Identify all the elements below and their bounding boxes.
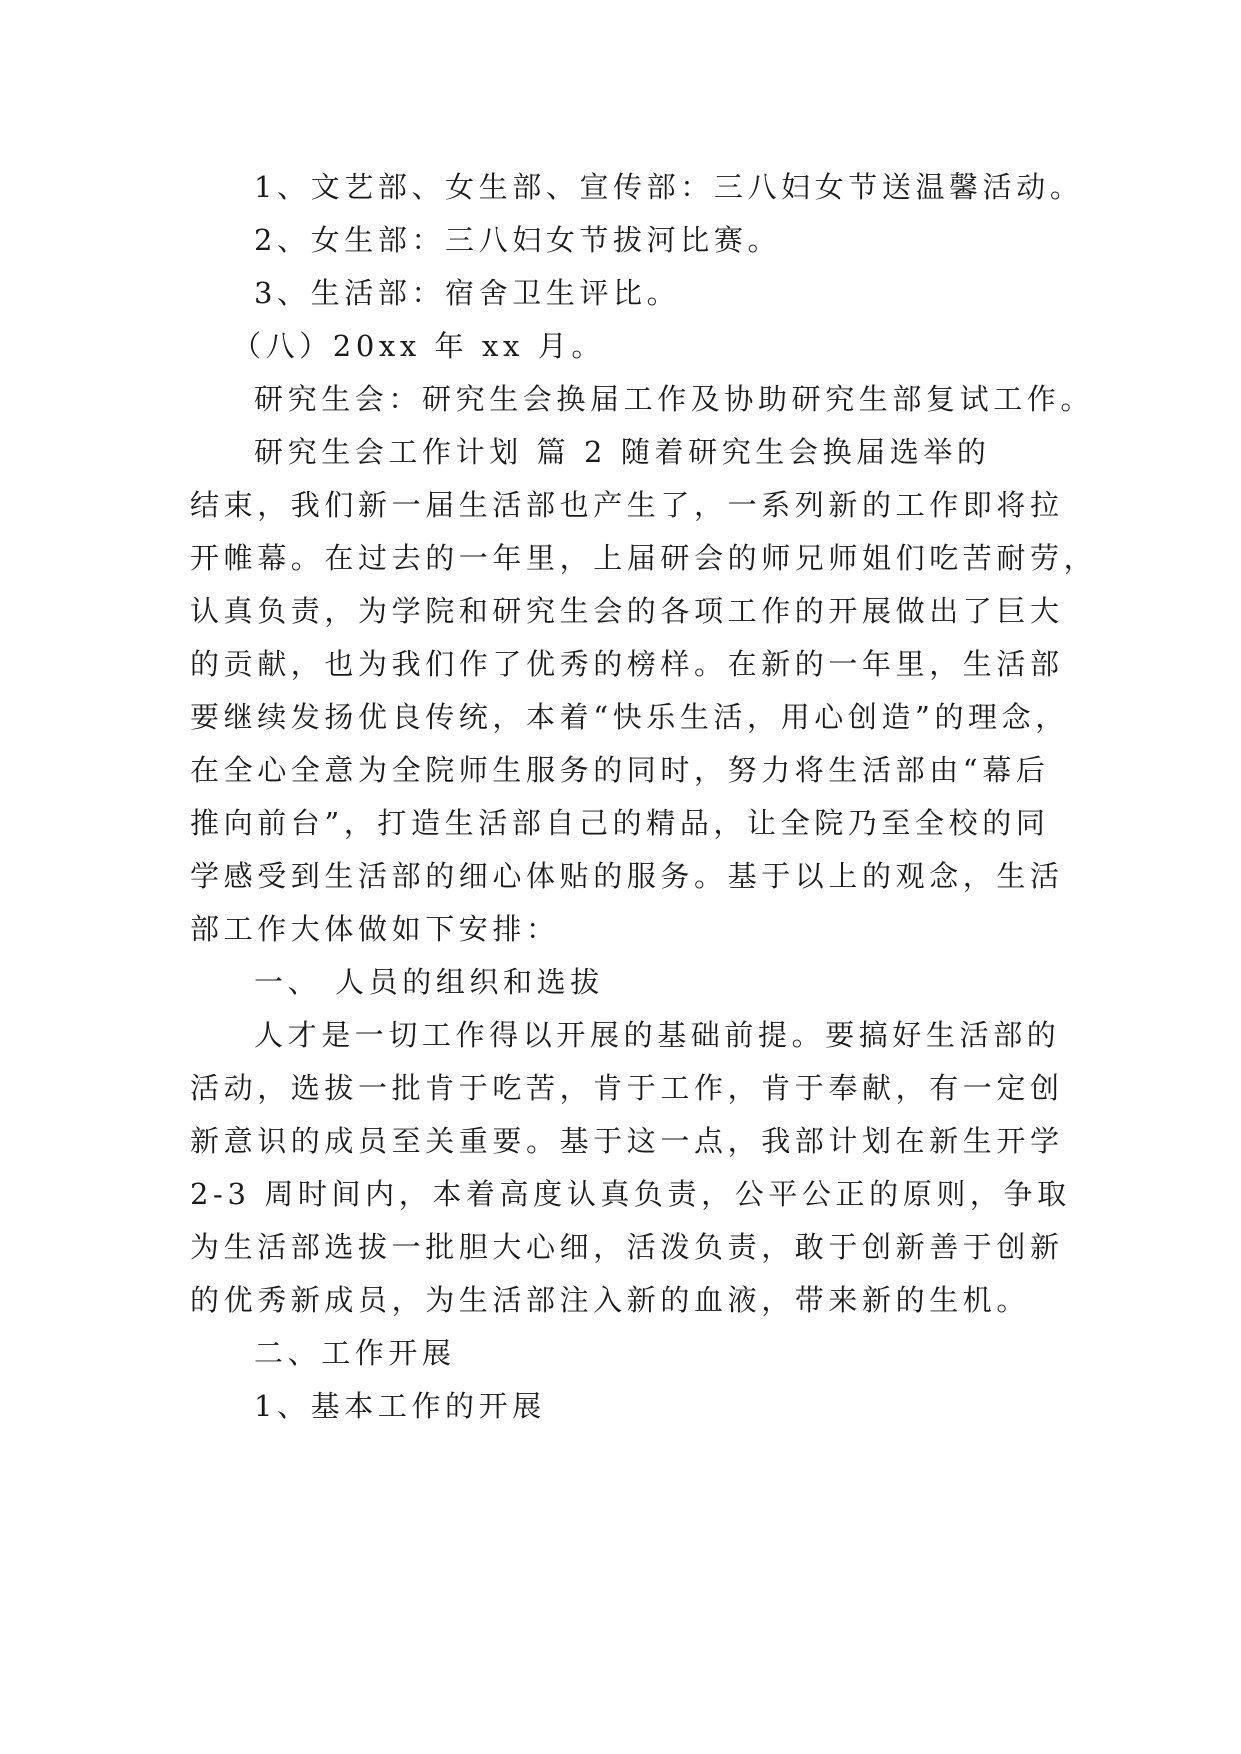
text-line: 3、生活部：宿舍卫生评比。 bbox=[254, 276, 681, 310]
text-line: 认真负责，为学院和研究生会的各项工作的开展做出了巨大 bbox=[190, 594, 1064, 628]
text-line: 要继续发扬优良传统，本着“快乐生活，用心创造”的理念， bbox=[190, 700, 1069, 734]
text-line: 的优秀新成员，为生活部注入新的血液，带来新的生机。 bbox=[190, 1283, 1031, 1317]
text-line: 部工作大体做如下安排： bbox=[190, 912, 560, 946]
text-line: 活动，选拔一批肯于吃苦，肯于工作，肯于奉献，有一定创 bbox=[190, 1071, 1064, 1105]
section-heading: 一、 人员的组织和选拔 bbox=[254, 965, 604, 999]
text-line: 2、女生部：三八妇女节拔河比赛。 bbox=[254, 223, 782, 257]
section-heading: （八）20xx 年 xx 月。 bbox=[232, 329, 605, 363]
text-line: 人才是一切工作得以开展的基础前提。要搞好生活部的 bbox=[254, 1018, 1061, 1052]
text-line: 在全心全意为全院师生服务的同时，努力将生活部由“幕后 bbox=[190, 753, 1050, 787]
text-line: 新意识的成员至关重要。基于这一点，我部计划在新生开学 bbox=[190, 1124, 1064, 1158]
text-line: 推向前台”，打造生活部自己的精品，让全院乃至全校的同 bbox=[190, 806, 1050, 840]
section-title: 研究生会工作计划 篇 2 随着研究生会换届选举的 bbox=[254, 435, 991, 469]
text-line: 的贡献，也为我们作了优秀的榜样。在新的一年里，生活部 bbox=[190, 647, 1064, 681]
text-line: 为生活部选拔一批胆大心细，活泼负责，敢于创新善于创新 bbox=[190, 1230, 1064, 1264]
text-line: 2-3 周时间内，本着高度认真负责，公平公正的原则，争取 bbox=[190, 1177, 1071, 1211]
text-line: 结束，我们新一届生活部也产生了，一系列新的工作即将拉 bbox=[190, 488, 1064, 522]
text-line: 研究生会：研究生会换届工作及协助研究生部复试工作。 bbox=[254, 382, 1095, 416]
text-line: 1、文艺部、女生部、宣传部：三八妇女节送温馨活动。 bbox=[254, 170, 1084, 204]
text-line: 学感受到生活部的细心体贴的服务。基于以上的观念，生活 bbox=[190, 859, 1064, 893]
text-line: 开帷幕。在过去的一年里，上届研会的师兄师姐们吃苦耐劳， bbox=[190, 541, 1098, 575]
section-heading: 二、工作开展 bbox=[254, 1336, 456, 1370]
subsection-heading: 1、基本工作的开展 bbox=[254, 1389, 546, 1423]
